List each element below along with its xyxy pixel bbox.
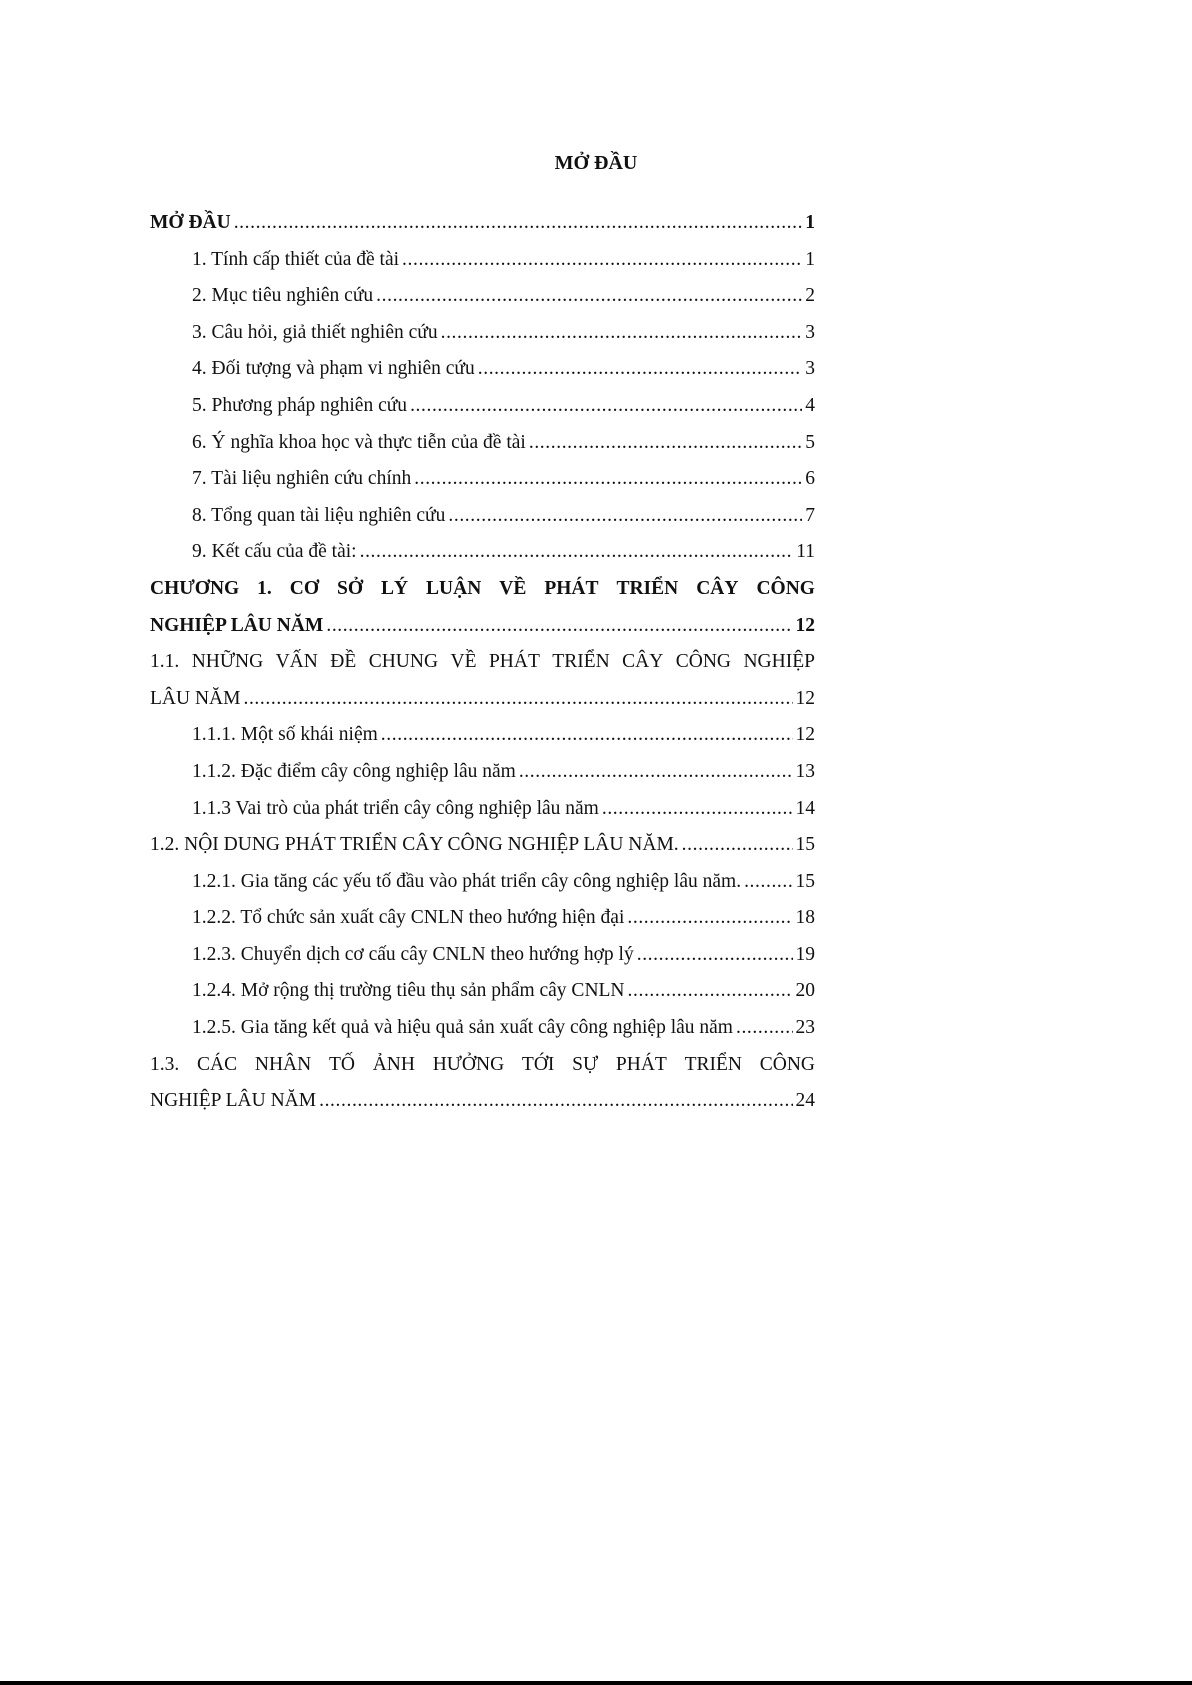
dot-leader — [628, 973, 793, 1010]
toc-entry-page: 3 — [805, 321, 815, 343]
toc-entry-page: 24 — [795, 1090, 815, 1112]
toc-word: SỰ — [572, 1053, 599, 1075]
toc-entry[interactable] — [150, 351, 815, 388]
toc-entry[interactable] — [150, 534, 815, 571]
dot-leader — [410, 388, 802, 425]
toc-entry-title: 1.2.3. Chuyển dịch cơ cấu cây CNLN theo hướng hợp lý — [192, 943, 634, 965]
dot-leader — [381, 717, 793, 754]
toc-entry-title: 7. Tài liệu nghiên cứu chính — [192, 468, 412, 490]
table-of-contents — [150, 205, 815, 1120]
toc-word: 1.3. — [150, 1053, 180, 1075]
dot-leader — [478, 351, 803, 388]
toc-entry-page: 20 — [795, 980, 815, 1002]
toc-entry-title: 1.2.4. Mở rộng thị trường tiêu thụ sản phẩm cây CNLN — [192, 980, 625, 1002]
toc-entry-title: 4. Đối tượng và phạm vi nghiên cứu — [192, 358, 475, 380]
dot-leader — [529, 425, 802, 462]
toc-entry[interactable] — [150, 461, 815, 498]
toc-word: PHÁT — [544, 577, 599, 599]
toc-entry[interactable] — [150, 864, 815, 901]
toc-entry-title: 1.2.2. Tổ chức sản xuất cây CNLN theo hướng hiện đại — [192, 907, 625, 929]
toc-word: TRIỂN — [616, 577, 679, 599]
toc-word: TỐ — [328, 1053, 355, 1075]
toc-entry-page: 1 — [805, 248, 815, 270]
toc-entry-section-line2[interactable] — [150, 681, 815, 718]
toc-entry[interactable] — [150, 315, 815, 352]
toc-entry-page: 12 — [795, 687, 815, 709]
toc-entry[interactable] — [150, 425, 815, 462]
toc-entry-title: 3. Câu hỏi, giả thiết nghiên cứu — [192, 321, 438, 343]
toc-word: LUẬN — [426, 577, 482, 599]
toc-entry-page: 14 — [795, 797, 815, 819]
toc-entry-page: 5 — [805, 431, 815, 453]
toc-entry-title: 8. Tổng quan tài liệu nghiên cứu — [192, 504, 446, 526]
toc-word: NHỮNG — [191, 651, 264, 673]
toc-entry-title: 1.2.1. Gia tăng các yếu tố đầu vào phát triển cây công nghiệp lâu năm. — [192, 870, 742, 892]
toc-word: NGHIỆP — [743, 651, 815, 673]
toc-entry[interactable] — [150, 937, 815, 974]
toc-entry-title: 1.1.3 Vai trò của phát triển cây công nghiệp lâu năm — [192, 797, 599, 819]
toc-entry-page: 11 — [796, 541, 815, 563]
toc-entry-title: 1.1.1. Một số khái niệm — [192, 724, 378, 746]
toc-entry-page: 1 — [805, 212, 815, 233]
toc-word: PHÁT — [488, 651, 540, 673]
toc-word: ẢNH — [372, 1053, 415, 1075]
toc-entry-title: LÂU NĂM — [150, 687, 241, 709]
toc-entry-page: 4 — [805, 394, 815, 416]
toc-entry-title: 2. Mục tiêu nghiên cứu — [192, 285, 374, 307]
toc-entry-page: 13 — [795, 760, 815, 782]
toc-entry-title: 1. Tính cấp thiết của đề tài — [192, 248, 400, 270]
toc-entry[interactable] — [150, 973, 815, 1010]
toc-entry-section-line1[interactable] — [150, 644, 815, 681]
toc-word: CÔNG — [759, 1053, 815, 1075]
toc-entry-section-line1[interactable] — [150, 1047, 815, 1084]
toc-entry-page: 18 — [795, 907, 815, 929]
toc-entry-title: MỞ ĐẦU — [150, 212, 231, 233]
toc-entry-title: 1.1.2. Đặc điểm cây công nghiệp lâu năm — [192, 760, 516, 782]
toc-entry-title: 5. Phương pháp nghiên cứu — [192, 394, 408, 416]
toc-word: ĐỀ — [330, 651, 357, 673]
toc-word: 1. — [257, 577, 272, 599]
dot-leader — [736, 1010, 793, 1047]
toc-entry[interactable] — [150, 717, 815, 754]
toc-entry-title: NGHIỆP LÂU NĂM — [150, 1090, 317, 1112]
dot-leader — [448, 498, 802, 535]
toc-entry[interactable] — [150, 754, 815, 791]
toc-entry-page: 15 — [795, 834, 815, 856]
toc-entry[interactable] — [150, 242, 815, 279]
toc-word: CƠ — [289, 577, 320, 599]
toc-word: TỚI — [521, 1053, 555, 1075]
toc-word: SỞ — [336, 577, 363, 599]
toc-entry[interactable] — [150, 498, 815, 535]
dot-leader — [637, 937, 793, 974]
toc-entry-section-line2[interactable] — [150, 1083, 815, 1120]
toc-word: VẤN — [275, 651, 318, 673]
toc-word: VỀ — [450, 651, 477, 673]
toc-entry[interactable] — [150, 205, 815, 242]
dot-leader — [243, 681, 792, 718]
dot-leader — [682, 827, 793, 864]
toc-entry-page: 12 — [795, 724, 815, 746]
toc-entry-page: 2 — [805, 285, 815, 307]
dot-leader — [376, 278, 802, 315]
dot-leader — [360, 534, 794, 571]
toc-entry[interactable] — [150, 827, 815, 864]
dot-leader — [402, 242, 802, 279]
toc-entry-page: 7 — [805, 504, 815, 526]
toc-entry-chapter-line1[interactable] — [150, 571, 815, 608]
toc-entry-title: 1.2. NỘI DUNG PHÁT TRIỂN CÂY CÔNG NGHIỆP LÂU NĂM. — [150, 834, 679, 856]
toc-word: PHÁT — [615, 1053, 667, 1075]
toc-word: CHƯƠNG — [150, 577, 240, 599]
toc-entry-title: 6. Ý nghĩa khoa học và thực tiễn của đề tài — [192, 431, 526, 453]
toc-entry-title: 9. Kết cấu của đề tài: — [192, 541, 357, 563]
toc-entry-page: 12 — [795, 614, 815, 636]
toc-word: TRIỂN — [684, 1053, 742, 1075]
toc-entry-page: 23 — [795, 1017, 815, 1039]
toc-word: HƯỞNG — [432, 1053, 505, 1075]
toc-entry-page: 19 — [795, 943, 815, 965]
toc-word: CÂY — [622, 651, 664, 673]
dot-leader — [441, 315, 803, 352]
toc-entry-page: 15 — [795, 870, 815, 892]
dot-leader — [326, 608, 792, 645]
toc-entry[interactable] — [150, 388, 815, 425]
toc-entry-page: 3 — [805, 358, 815, 380]
toc-entry-page: 6 — [805, 468, 815, 490]
dot-leader — [602, 791, 793, 828]
toc-word: CHUNG — [368, 651, 439, 673]
dot-leader — [744, 864, 792, 901]
page-title: MỞ ĐẦU — [554, 152, 638, 174]
dot-leader — [234, 205, 803, 242]
toc-word: CÔNG — [675, 651, 732, 673]
toc-word: CÁC — [197, 1053, 238, 1075]
toc-word: LÝ — [380, 577, 409, 599]
toc-entry[interactable] — [150, 900, 815, 937]
toc-entry-title: NGHIỆP LÂU NĂM — [150, 614, 324, 636]
toc-word: CÔNG — [756, 577, 815, 599]
toc-word: TRIỂN — [552, 651, 610, 673]
toc-word: VỀ — [499, 577, 527, 599]
toc-entry-chapter-line2[interactable] — [150, 608, 815, 645]
toc-entry[interactable] — [150, 278, 815, 315]
dot-leader — [627, 900, 792, 937]
toc-entry[interactable] — [150, 1010, 815, 1047]
toc-word: 1.1. — [150, 651, 180, 673]
toc-word: NHÂN — [254, 1053, 312, 1075]
page-bottom-border — [0, 1681, 1192, 1685]
dot-leader — [519, 754, 793, 791]
dot-leader — [319, 1083, 792, 1120]
toc-word: CÂY — [696, 577, 739, 599]
dot-leader — [414, 461, 802, 498]
toc-entry[interactable] — [150, 791, 815, 828]
toc-entry-title: 1.2.5. Gia tăng kết quả và hiệu quả sản xuất cây công nghiệp lâu năm — [192, 1017, 733, 1039]
